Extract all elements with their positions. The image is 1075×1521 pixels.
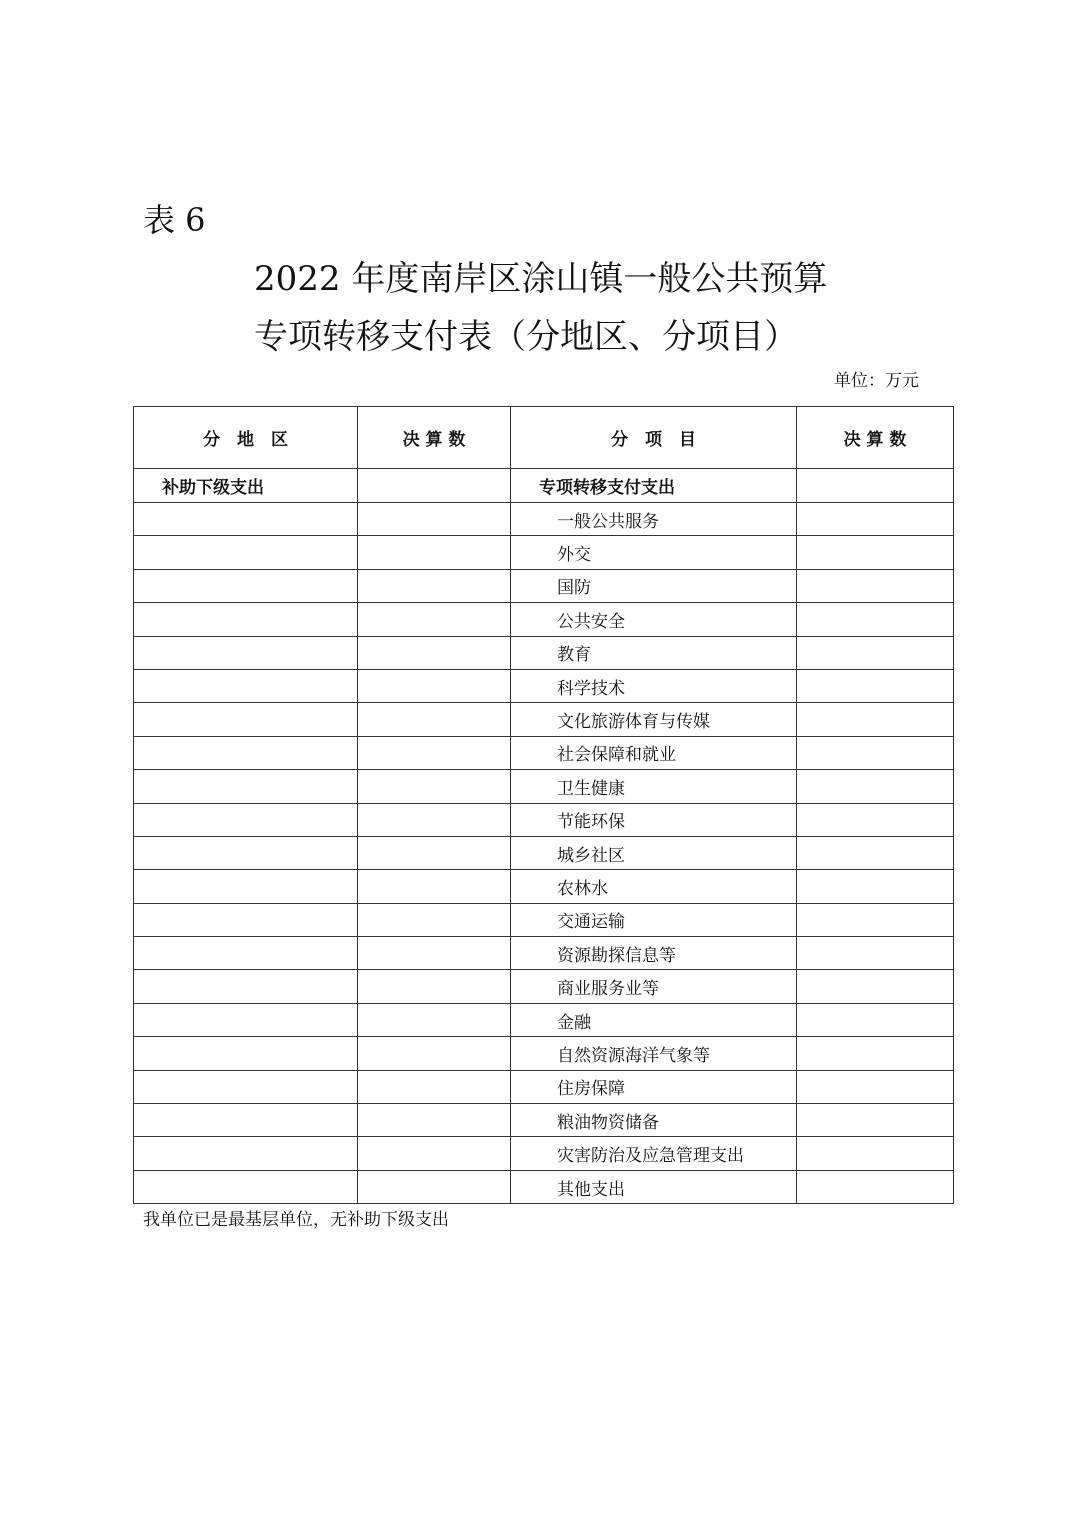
item-cell: 交通运输 — [511, 903, 797, 936]
table-row — [134, 1037, 954, 1070]
region-cell — [134, 703, 358, 736]
item-amount-cell — [797, 870, 954, 903]
region-cell — [134, 870, 358, 903]
region-amount-cell — [358, 1037, 511, 1070]
item-cell: 自然资源海洋气象等 — [511, 1037, 797, 1070]
region-amount-cell — [358, 770, 511, 803]
region-cell — [134, 903, 358, 936]
table-row — [134, 1104, 954, 1137]
region-amount-cell — [358, 970, 511, 1003]
region-cell — [134, 536, 358, 569]
item-amount-cell — [797, 469, 954, 503]
item-amount-cell — [797, 703, 954, 736]
table-row — [134, 736, 954, 769]
item-amount-cell — [797, 937, 954, 970]
item-amount-cell — [797, 903, 954, 936]
table-row — [134, 1170, 954, 1203]
item-amount-cell — [797, 503, 954, 536]
item-cell: 农林水 — [511, 870, 797, 903]
item-cell: 外交 — [511, 536, 797, 569]
table-row — [134, 669, 954, 702]
unit-label: 单位：万元 — [834, 371, 919, 391]
item-amount-cell — [797, 1003, 954, 1036]
item-cell: 教育 — [511, 636, 797, 669]
item-cell: 国防 — [511, 569, 797, 602]
table-row — [134, 836, 954, 869]
item-amount-cell — [797, 1104, 954, 1137]
region-amount-cell — [358, 1137, 511, 1170]
table-number-label: 表 6 — [143, 201, 206, 239]
table-row — [134, 569, 954, 602]
table-row-subsidy — [134, 469, 954, 503]
item-cell: 文化旅游体育与传媒 — [511, 703, 797, 736]
region-amount-cell — [358, 836, 511, 869]
table-row — [134, 937, 954, 970]
table-header-row — [134, 407, 954, 469]
region-amount-cell — [358, 603, 511, 636]
region-cell — [134, 836, 358, 869]
region-amount-cell — [358, 937, 511, 970]
region-cell — [134, 937, 358, 970]
item-cell: 科学技术 — [511, 669, 797, 702]
region-amount-cell — [358, 870, 511, 903]
table-row — [134, 803, 954, 836]
table-row — [134, 603, 954, 636]
item-cell: 卫生健康 — [511, 770, 797, 803]
item-amount-cell — [797, 736, 954, 769]
region-amount-cell — [358, 903, 511, 936]
region-amount-cell — [358, 1104, 511, 1137]
table-row — [134, 503, 954, 536]
region-amount-cell — [358, 1003, 511, 1036]
item-amount-cell — [797, 970, 954, 1003]
region-amount-cell — [358, 803, 511, 836]
table-row — [134, 1003, 954, 1036]
table-row — [134, 636, 954, 669]
region-cell — [134, 1070, 358, 1103]
item-cell: 住房保障 — [511, 1070, 797, 1103]
region-cell — [134, 603, 358, 636]
region-cell — [134, 803, 358, 836]
table-row — [134, 870, 954, 903]
region-amount-cell — [358, 503, 511, 536]
header-item: 分 项 目 — [511, 407, 797, 469]
region-cell — [134, 1104, 358, 1137]
region-cell — [134, 503, 358, 536]
item-amount-cell — [797, 1037, 954, 1070]
region-cell — [134, 770, 358, 803]
table-row — [134, 1070, 954, 1103]
region-cell — [134, 970, 358, 1003]
item-cell: 城乡社区 — [511, 836, 797, 869]
item-amount-cell — [797, 603, 954, 636]
item-cell: 粮油物资储备 — [511, 1104, 797, 1137]
item-amount-cell — [797, 803, 954, 836]
region-cell — [134, 669, 358, 702]
item-amount-cell — [797, 770, 954, 803]
item-cell: 公共安全 — [511, 603, 797, 636]
region-amount-cell — [358, 636, 511, 669]
region-amount-cell — [358, 736, 511, 769]
item-amount-cell — [797, 669, 954, 702]
document-title-line-2: 专项转移支付表（分地区、分项目） — [254, 317, 798, 357]
item-cell: 社会保障和就业 — [511, 736, 797, 769]
header-region: 分 地 区 — [134, 407, 358, 469]
item-cell-total: 专项转移支付支出 — [511, 469, 797, 503]
document-title-line-1: 2022 年度南岸区涂山镇一般公共预算 — [254, 259, 828, 299]
item-cell: 金融 — [511, 1003, 797, 1036]
table-row — [134, 703, 954, 736]
item-amount-cell — [797, 536, 954, 569]
table-row — [134, 536, 954, 569]
region-amount-cell — [358, 1170, 511, 1203]
region-cell — [134, 636, 358, 669]
region-cell — [134, 736, 358, 769]
item-cell: 灾害防治及应急管理支出 — [511, 1137, 797, 1170]
region-cell — [134, 1037, 358, 1070]
region-cell — [134, 569, 358, 602]
item-cell: 一般公共服务 — [511, 503, 797, 536]
region-cell — [134, 1003, 358, 1036]
region-cell — [134, 1170, 358, 1203]
item-cell: 商业服务业等 — [511, 970, 797, 1003]
region-amount-cell — [358, 669, 511, 702]
table-row — [134, 1137, 954, 1170]
region-cell: 补助下级支出 — [134, 469, 358, 503]
item-amount-cell — [797, 836, 954, 869]
footnote: 我单位已是最基层单位，无补助下级支出 — [143, 1210, 449, 1230]
item-amount-cell — [797, 1070, 954, 1103]
item-amount-cell — [797, 636, 954, 669]
item-cell: 其他支出 — [511, 1170, 797, 1203]
region-amount-cell — [358, 469, 511, 503]
item-cell: 资源勘探信息等 — [511, 937, 797, 970]
item-cell: 节能环保 — [511, 803, 797, 836]
region-amount-cell — [358, 1070, 511, 1103]
transfer-payment-table — [133, 406, 954, 1204]
region-amount-cell — [358, 536, 511, 569]
item-amount-cell — [797, 1137, 954, 1170]
header-region-amount: 决 算 数 — [358, 407, 511, 469]
table-row — [134, 770, 954, 803]
item-amount-cell — [797, 569, 954, 602]
table-row — [134, 903, 954, 936]
header-item-amount: 决 算 数 — [797, 407, 954, 469]
table-row — [134, 970, 954, 1003]
item-amount-cell — [797, 1170, 954, 1203]
region-amount-cell — [358, 569, 511, 602]
region-cell — [134, 1137, 358, 1170]
region-amount-cell — [358, 703, 511, 736]
